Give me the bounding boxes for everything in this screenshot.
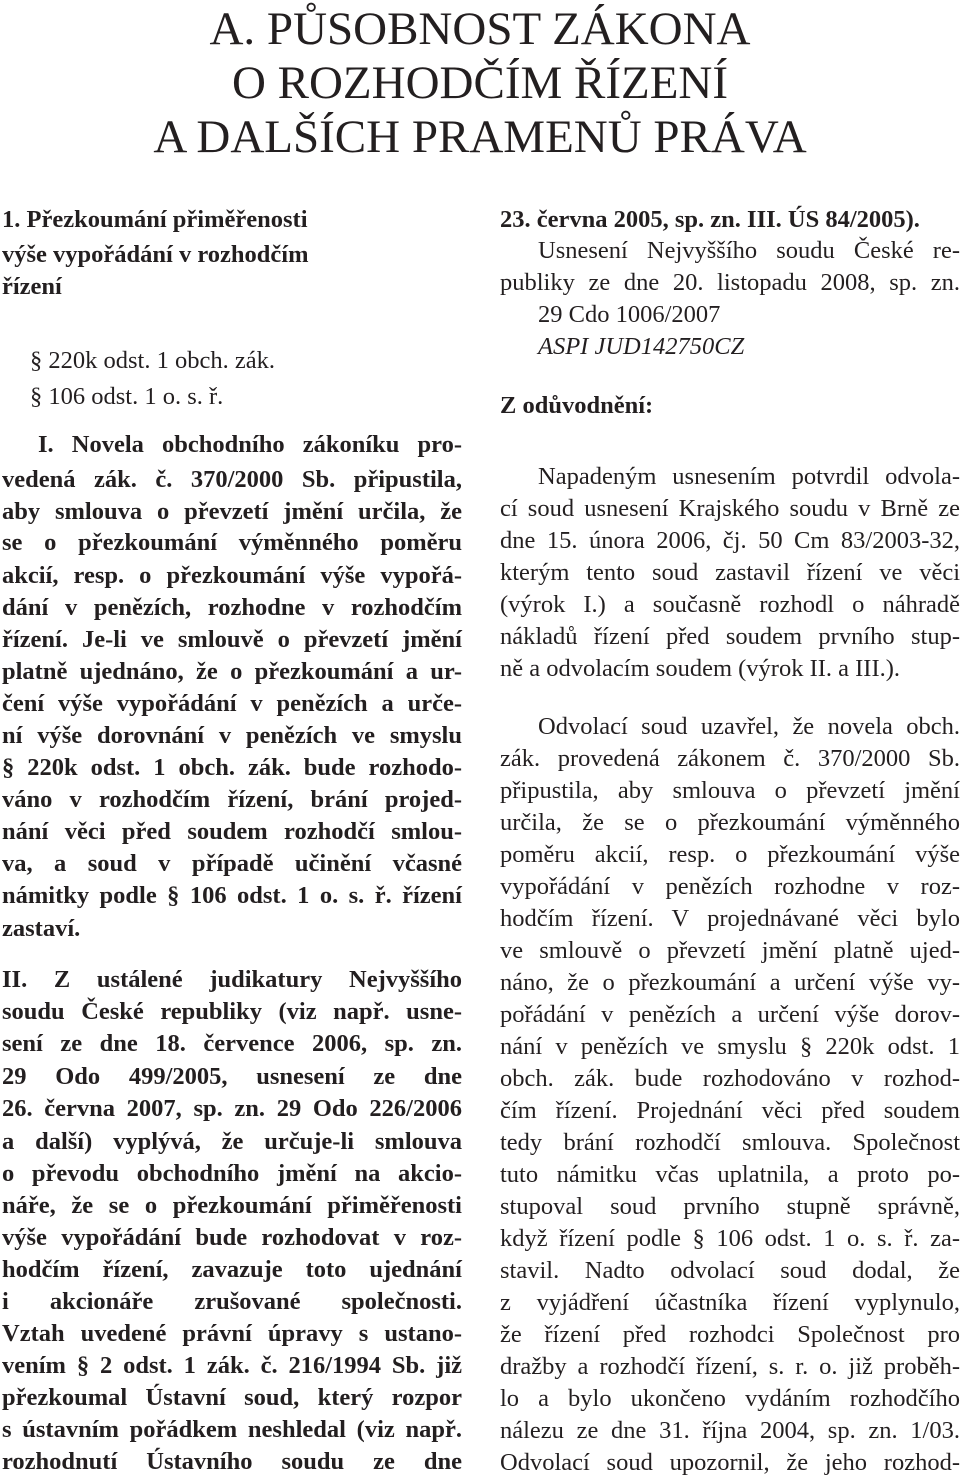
left-column-line-11: dání v penězích, rozhodne v rozhodčím	[2, 594, 462, 621]
right-column-line-25: obch. zák. bude rozhodováno v rozhod-	[500, 1065, 960, 1092]
left-column-line-37: rozhodnutí Ústavního soudu ze dne	[2, 1448, 462, 1475]
left-column-line-18: nání věci před soudem rozhodčí smlou-	[2, 818, 462, 845]
right-column-line-7: Napadeným usnesením potvrdil odvola-	[538, 463, 960, 490]
right-column-line-33: že řízení před rozhodci Společnost pro	[500, 1321, 960, 1348]
right-column-line-1: 23. června 2005, sp. zn. III. ÚS 84/2005).	[500, 206, 920, 233]
left-column-line-16: § 220k odst. 1 obch. zák. bude rozhodo-	[2, 754, 462, 781]
chapter-title-line-3: A DALŠÍCH PRAMENŮ PRÁVA	[153, 111, 807, 163]
right-column-line-6: Z odůvodnění:	[500, 392, 654, 419]
right-column-line-4: 29 Cdo 1006/2007	[538, 301, 721, 328]
right-column-line-15: zák. provedená zákonem č. 370/2000 Sb.	[500, 745, 960, 772]
left-column-line-36: s ústavním pořádkem neshledal (viz např.	[2, 1416, 462, 1443]
left-column-line-8: aby smlouva o převzetí jmění určila, že	[2, 498, 462, 525]
right-column-line-19: vypořádání v penězích rozhodne v roz-	[500, 873, 960, 900]
right-column-line-26: čím řízení. Projednání věci před soudem	[500, 1097, 960, 1124]
left-column-line-23: soudu České republiky (viz např. usne-	[2, 998, 462, 1025]
left-column-line-25: 29 Odo 499/2005, usnesení ze dne	[2, 1063, 462, 1090]
chapter-title	[0, 2, 960, 164]
right-column-line-16: připustila, aby smlouva o převzetí jmění	[500, 777, 960, 804]
left-column-line-19: va, a soud v případě učinění včasné	[2, 850, 462, 877]
left-column-line-20: námitky podle § 106 odst. 1 o. s. ř. řízení	[2, 882, 462, 909]
right-column-line-35: lo a bylo ukončeno vydáním rozhodčího	[500, 1385, 960, 1412]
left-column-line-14: čení výše vypořádání v penězích a urče-	[2, 690, 462, 717]
right-column-line-29: stupoval soud prvního stupně správně,	[500, 1193, 960, 1220]
right-column-line-3: publiky ze dne 20. listopadu 2008, sp. zn.	[500, 269, 960, 296]
right-column-line-27: tedy brání rozhodčí smlouva. Společnost	[500, 1129, 960, 1156]
left-column-line-24: sení ze dne 18. července 2006, sp. zn.	[2, 1030, 462, 1057]
left-column-line-35: přezkoumal Ústavní soud, který rozpor	[2, 1384, 462, 1411]
left-column-line-34: vením § 2 odst. 1 zák. č. 216/1994 Sb. již	[2, 1352, 462, 1379]
right-column-line-34: dražby a rozhodčí řízení, s. r. o. již proběh-	[500, 1353, 960, 1380]
right-column-line-21: ve smlouvě o převzetí jmění platně ujed-	[500, 937, 960, 964]
right-column-line-28: tuto námitku včas uplatnila, a proto po-	[500, 1161, 960, 1188]
right-column-line-37: Odvolací soud upozornil, že jeho rozhod-	[500, 1449, 960, 1476]
left-column-line-27: a další) vyplývá, že určuje-li smlouva	[2, 1128, 462, 1155]
left-column-line-17: váno v rozhodčím řízení, brání projed-	[2, 786, 462, 813]
right-column-line-22: náno, že o přezkoumání a určení výše vy-	[500, 969, 960, 996]
right-column-line-2: Usnesení Nejvyššího soudu České re-	[538, 237, 960, 264]
right-column-line-13: ně a odvolacím soudem (výrok II. a III.).	[500, 655, 901, 682]
left-column-line-10: akcií, resp. o přezkoumání výše vypořá-	[2, 562, 462, 589]
right-column-line-20: hodčím řízení. V projednávané věci bylo	[500, 905, 960, 932]
left-column-line-21: zastaví.	[2, 915, 81, 942]
right-column-line-10: kterým tento soud zastavil řízení ve věci	[500, 559, 960, 586]
left-column-line-28: o převodu obchodního jmění na akcio-	[2, 1160, 462, 1187]
right-column-line-8: cí soud usnesení Krajského soudu v Brně ze	[500, 495, 960, 522]
left-column-line-7: vedená zák. č. 370/2000 Sb. připustila,	[2, 466, 462, 493]
left-column-line-29: náře, že se o přezkoumání přiměřenosti	[2, 1192, 462, 1219]
right-column-line-31: stavil. Nadto odvolací soud dodal, že	[500, 1257, 960, 1284]
left-column-line-33: Vztah uvedené právní úpravy s ustano-	[2, 1320, 462, 1347]
left-column-line-9: se o přezkoumání výměnného poměru	[2, 529, 462, 556]
left-column-line-26: 26. června 2007, sp. zn. 29 Odo 226/2006	[2, 1095, 462, 1122]
right-column-line-14: Odvolací soud uzavřel, že novela obch.	[538, 713, 960, 740]
right-column-line-36: nálezu ze dne 31. října 2004, sp. zn. 1/03.	[500, 1417, 960, 1444]
chapter-title-line-2: O ROZHODČÍM ŘÍZENÍ	[231, 57, 729, 109]
left-column-line-6: I. Novela obchodního zákoníku pro-	[38, 431, 462, 458]
left-column-line-2: výše vypořádání v rozhodčím	[2, 241, 309, 268]
right-column-line-5: ASPI JUD142750CZ	[538, 333, 745, 360]
left-column-line-5: § 106 odst. 1 o. s. ř.	[30, 383, 224, 410]
right-column-line-17: určila, že se o přezkoumání výměnného	[500, 809, 960, 836]
left-column-line-4: § 220k odst. 1 obch. zák.	[30, 347, 275, 374]
left-column-line-12: řízení. Je-li ve smlouvě o převzetí jmění	[2, 626, 462, 653]
right-column-line-32: z vyjádření účastníka řízení vyplynulo,	[500, 1289, 960, 1316]
right-column-line-12: nákladů řízení před soudem prvního stup-	[500, 623, 960, 650]
right-column-line-30: když řízení podle § 106 odst. 1 o. s. ř. za-	[500, 1225, 960, 1252]
left-column-line-22: II. Z ustálené judikatury Nejvyššího	[2, 966, 462, 993]
right-column-line-9: dne 15. února 2006, čj. 50 Cm 83/2003-32,	[500, 527, 960, 554]
left-column-line-32: i akcionáře zrušované společnosti.	[2, 1288, 462, 1315]
left-column-line-15: ní výše dorovnání v penězích ve smyslu	[2, 722, 462, 749]
right-column-line-24: nání v penězích ve smyslu § 220k odst. 1	[500, 1033, 960, 1060]
chapter-title-line-1: A. PŮSOBNOST ZÁKONA	[209, 3, 751, 55]
right-column-line-23: pořádání v penězích a určení výše dorov-	[500, 1001, 960, 1028]
left-column-line-30: výše vypořádání bude rozhodovat v roz-	[2, 1224, 462, 1251]
left-column-line-13: platně ujednáno, že o přezkoumání a ur-	[2, 658, 462, 685]
left-column-line-1: 1. Přezkoumání přiměřenosti	[2, 206, 308, 233]
right-column-line-11: (výrok I.) a současně rozhodl o náhradě	[500, 591, 960, 618]
right-column-line-18: poměru akcií, resp. o přezkoumání výše	[500, 841, 960, 868]
left-column-line-3: řízení	[2, 273, 62, 300]
left-column-line-31: hodčím řízení, zavazuje toto ujednání	[2, 1256, 462, 1283]
